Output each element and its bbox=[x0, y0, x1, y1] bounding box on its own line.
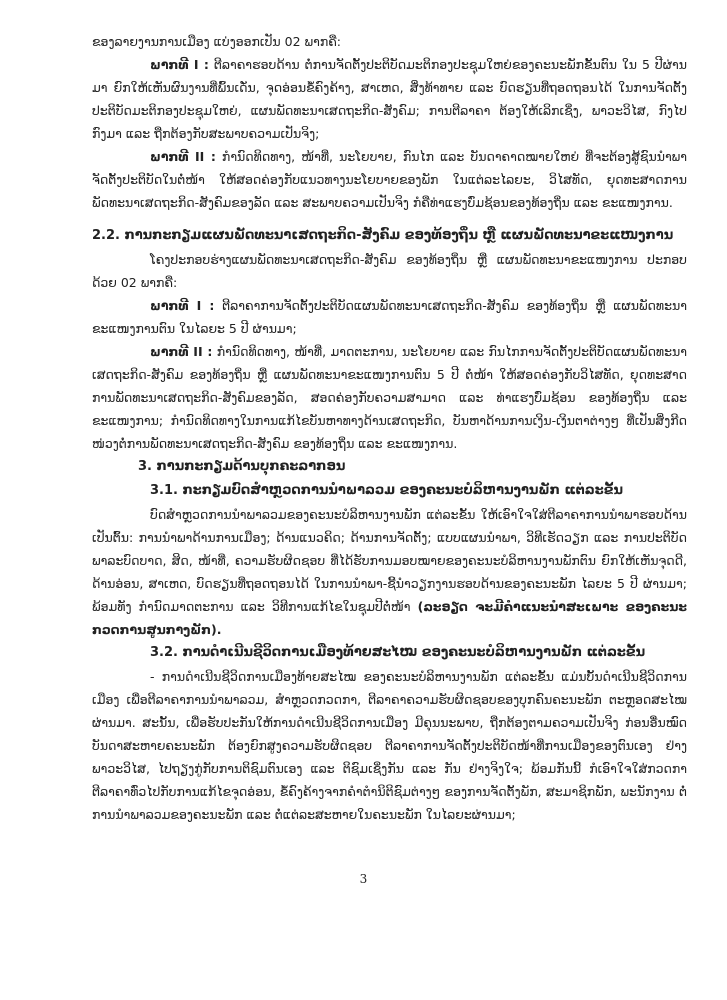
page-number: 3 bbox=[359, 872, 368, 886]
paragraph-text: ກຳນົດທິດທາງ, ໜ້າທີ່, ມາດຕະການ, ນະໂຍບາຍ ແລະ ກົນໄກການຈັດຕັ້ງປະຕິບັດແຜນພັດທະນາເສດຖະກິດ-ສັງຄົມ ຂອງທ້ອງຖິ່ນ ຫຼື ແຜນພັດທະນາຂະແໜງການຕົນ 5 ປີ ຕໍ່ໜ້າ ໃຫ້ສອດຄ່ອງກັບວິໄສທັດ, ຍຸດທະສາດການພັດທະນາເສດຖະກິດ-ສັງຄົມຂອງລັດ, ສອດຄ່ອງກັບຄວາມສາມາດ ແລະ ທ່າແຮງບົ່ມຊ້ອນ ຂອງທ້ອງຖິ່ນ ແລະ ຂະແໜງການ; ກຳນົດທິດທາງໃນການແກ້ໄຂບັນຫາທາງດ້ານເສດຖະກິດ, ບັນຫາດ້ານການເງິນ-ເງິນຕາຕ່າງໆ ທີ່ເປັນສິ່ງກີດໜ່ວງຕໍ່ການພັດທະນາເສດຖະກິດ-ສັງຄົມ ຂອງທ້ອງຖິ່ນ ແລະ ຂະແໜງການ. bbox=[92, 344, 687, 451]
paragraph-bold-note: (ລະອຽດ ຈະມີຄຳແນະນຳສະເພາະ ຂອງຄະນະກວດການສູນກາງພັກ). bbox=[92, 599, 688, 637]
paragraph-part-1 bbox=[92, 53, 687, 145]
heading-3: 3. ການກະກຽມດ້ານບຸກຄະລາກອນ bbox=[138, 459, 346, 474]
part-label: ພາກທີ II : bbox=[150, 149, 216, 164]
paragraph-text: ບົດສຳຫຼວດການນຳພາລວມຂອງຄະນະບໍລິຫານງານພັກ ແຕ່ລະຂັ້ນ ໃຫ້ເອົາໃຈໃສ່ຕີລາຄາການນຳພາຮອບດ້ານ ເປັນຕົ້ນ: ການນຳພາດ້ານການເມືອງ; ດ້ານແນວຄິດ; ດ້ານການຈັດຕັ້ງ; ແບບແຜນນຳພາ, ວິທີເຮັດວຽກ ແລະ ການປະຕິບັດພາລະບົດບາດ, ສິດ, ໜ້າທີ່, ຄວາມຮັບຜິດຊອບ ທີ່ໄດ້ຮັບການມອບໝາຍຂອງຄະນະບໍລິຫານງານພັກຕົນ ຍົກໃຫ້ເຫັນຈຸດດີ, ດ້ານອ່ອນ, ສາເຫດ, ບົດຮຽນທີ່ຖອດຖອນໄດ້ ໃນການນຳພາ-ຊີ້ນຳວຽກງານຮອບດ້ານຂອງຄະນະພັກ ໄລຍະ 5 ປີ ຜ່ານມາ; ພ້ອມທັງ ກຳນົດມາດຕະການ ແລະ ວິທີການແກ້ໄຂໃນຊຸມປີຕໍ່ໜ້າ bbox=[92, 507, 687, 614]
part-label: ພາກທີ I : bbox=[150, 57, 209, 72]
paragraph-plan-part-1 bbox=[92, 294, 687, 340]
heading-2-2: 2.2. ການກະກຽມແຜນພັດທະນາເສດຖະກິດ-ສັງຄົມ ຂອງທ້ອງຖິ່ນ ຫຼື ແຜນພັດທະນາຂະແໜງການ bbox=[92, 228, 674, 243]
paragraph-text: ຕີລາຄາຮອບດ້ານ ຕໍ່ການຈັດຕັ້ງປະຕິບັດມະຕິກອງປະຊຸມໃຫຍ່ຂອງຄະນະພັກຂັ້ນຕົນ ໃນ 5 ປີຜ່ານມາ ຍົກໃຫ້ເຫັນຜົນງານທີ່ພົ້ນເດັ່ນ, ຈຸດອ່ອນຂໍ້ຄົງຄ້າງ, ສາເຫດ, ສິ່ງທ້າທາຍ ແລະ ບົດຮຽນທີ່ຖອດຖອນໄດ້ ໃນການຈັດຕັ້ງປະຕິບັດມະຕິກອງປະຊຸມໃຫຍ່, ແຜນພັດທະນາເສດຖະກິດ-ສັງຄົມ; ການຕີລາຄາ ຕ້ອງໃຫ້ເລິກເຊິ່ງ, ພາວະວິໄສ, ກົງໄປກົງມາ ແລະ ຖືກຕ້ອງກັບສະພາບຄວາມເປັນຈິງ; bbox=[92, 57, 687, 141]
paragraph-leadership-review bbox=[92, 503, 687, 641]
paragraph-part-2 bbox=[92, 145, 687, 214]
part-label: ພາກທີ II : bbox=[150, 344, 213, 359]
heading-3-1: 3.1. ກະກຽມບົດສຳຫຼວດການນຳພາລວມ ຂອງຄະນະບໍລິຫານງານພັກ ແຕ່ລະຂັ້ນ bbox=[150, 483, 623, 498]
paragraph-text: ຕີລາຄາການຈັດຕັ້ງປະຕິບັດແຜນພັດທະນາເສດຖະກິດ-ສັງຄົມ ຂອງທ້ອງຖິ່ນ ຫຼື ແຜນພັດທະນາຂະແໜງການຕົນ ໃນໄລຍະ 5 ປີ ຜ່ານມາ; bbox=[92, 298, 687, 336]
part-label: ພາກທີ I : bbox=[150, 298, 215, 313]
paragraph-structure: ໂຄງປະກອບຮ່າງແຜນພັດທະນາເສດຖະກິດ-ສັງຄົມ ຂອງທ້ອງຖິ່ນ ຫຼື ແຜນພັດທະນາຂະແໜງການ ປະກອບດ້ວຍ 02 ພາກຄື: bbox=[92, 252, 687, 290]
paragraph-plan-part-2 bbox=[92, 340, 687, 455]
paragraph-intro: ຂອງລາຍງານການເມືອງ ແບ່ງອອກເປັນ 02 ພາກຄື: bbox=[92, 34, 342, 49]
paragraph-political-life: - ການດຳເນີນຊີວິດການເມືອງທ້າຍສະໄໝ ຂອງຄະນະບໍລິຫານງານພັກ ແຕ່ລະຂັ້ນ ແມ່ນບັ້ນດຳເນີນຊີວິດການເມືອງ ເພື່ອຕີລາຄາການນຳພາລວມ, ສຳຫຼວດກວດກາ, ຕີລາຄາຄວາມຮັບຜິດຊອບຂອງບຸກຄົນຄະນະພັກ ຕະຫຼອດສະໄໝຜ່ານມາ. ສະນັ້ນ, ເພື່ອຮັບປະກັນໃຫ້ການດຳເນີນຊີວິດການເມືອງ ມີຄຸນນະພາບ, ຖືກຕ້ອງຕາມຄວາມເປັນຈິງ ກ່ອນອື່ນໝົດບັນດາສະຫາຍຄະນະພັກ ຕ້ອງຍົກສູງຄວາມຮັບຜິດຊອບ ຕີລາຄາການຈັດຕັ້ງປະຕິບັດໜ້າທີ່ການເມືອງຂອງຕົນເອງ ຢ່າງພາວະວິໄສ, ໄປຖຽງກູ່ກັບການຕິຊົມຕົນເອງ ແລະ ຕິຊົມເຊິ່ງກັນ ແລະ ກັນ ຢ່າງຈິງໃຈ; ພ້ອມກັນນີ້ ກໍເອົາໃຈໃສ່ກວດກາຕີລາຄາທົ່ວໄປກັບການແກ້ໄຂຈຸດອ່ອນ, ຂໍ້ຄົງຄ້າງຈາກຄຳຕຳນິຕິຊົມຕ່າງໆ ຂອງການຈັດຕັ້ງພັກ, ສະມາຊິກພັກ, ພະນັກງານ ຕໍ່ການນຳພາລວມຂອງຄະນະພັກ ແລະ ຕໍ່ແຕ່ລະສະຫາຍໃນຄະນະພັກ ໃນໄລຍະຜ່ານມາ; bbox=[92, 669, 687, 822]
paragraph-text: ກຳນົດທິດທາງ, ໜ້າທີ່, ນະໂຍບາຍ, ກົນໄກ ແລະ ບັນດາຄາດໝາຍໃຫຍ່ ທີ່ຈະຕ້ອງສູ້ຊົນນຳພາຈັດຕັ້ງປະຕິບັດໃນຕໍ່ໜ້າ ໃຫ້ສອດຄ່ອງກັບແນວທາງນະໂຍບາຍຂອງພັກ ໃນແຕ່ລະໄລຍະ, ວິໄສທັດ, ຍຸດທະສາດການພັດທະນາເສດຖະກິດ-ສັງຄົມຂອງລັດ ແລະ ສະພາບຄວາມເປັນຈິງ ກໍຄືທ່າແຮງບົ່ມຊ້ອນຂອງທ້ອງຖິ່ນ ແລະ ຂະແໜງການ. bbox=[92, 149, 687, 210]
heading-3-2: 3.2. ການດຳເນີນຊີວິດການເມືອງທ້າຍສະໄໝ ຂອງຄະນະບໍລິຫານງານພັກ ແຕ່ລະຂັ້ນ bbox=[150, 645, 646, 660]
